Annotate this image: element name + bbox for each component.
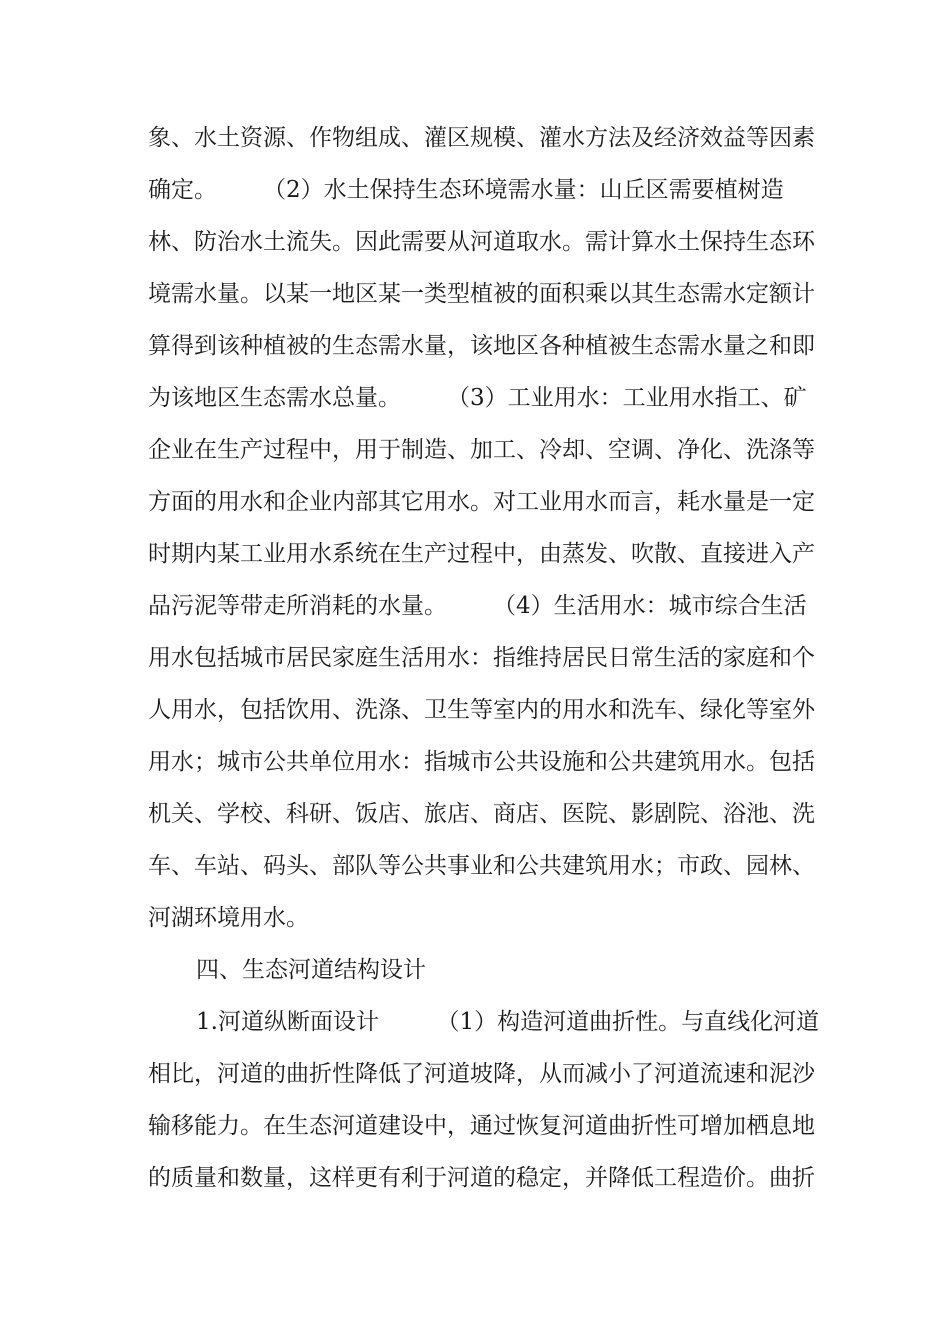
paragraph-line: 林、防治水土流失。因此需要从河道取水。需计算水土保持生态环 (148, 229, 815, 255)
paragraph-line: 用水包括城市居民家庭生活用水：指维持居民日常生活的家庭和个 (148, 645, 815, 671)
paragraph-line: 确定。 （2）水土保持生态环境需水量：山丘区需要植树造 (148, 177, 784, 203)
section-paragraph-line: 的质量和数量，这样更有利于河道的稳定，并降低工程造价。曲折 (148, 1165, 815, 1191)
paragraph-line: 用水；城市公共单位用水：指城市公共设施和公共建筑用水。包括 (148, 749, 815, 775)
section-paragraph-line: 1.河道纵断面设计 （1）构造河道曲折性。与直线化河道 (196, 1009, 820, 1035)
section-paragraph-line: 相比，河道的曲折性降低了河道坡降，从而减小了河道流速和泥沙 (148, 1061, 815, 1087)
paragraph-line: 算得到该种植被的生态需水量，该地区各种植被生态需水量之和即 (148, 333, 815, 359)
paragraph-line: 河湖环境用水。 (148, 905, 309, 931)
paragraph-line: 时期内某工业用水系统在生产过程中，由蒸发、吹散、直接进入产 (148, 541, 815, 567)
paragraph-line: 人用水，包括饮用、洗涤、卫生等室内的用水和洗车、绿化等室外 (148, 697, 815, 723)
paragraph-line: 境需水量。以某一地区某一类型植被的面积乘以其生态需水定额计 (148, 281, 815, 307)
section-paragraph-line: 输移能力。在生态河道建设中，通过恢复河道曲折性可增加栖息地 (148, 1113, 815, 1139)
section-heading: 四、生态河道结构设计 (196, 957, 426, 983)
paragraph-line: 车、车站、码头、部队等公共事业和公共建筑用水；市政、园林、 (148, 853, 815, 879)
paragraph-line: 品污泥等带走所消耗的水量。 （4）生活用水：城市综合生活 (148, 593, 807, 619)
paragraph-line: 为该地区生态需水总量。 （3）工业用水：工业用水指工、矿 (148, 385, 807, 411)
paragraph-line: 企业在生产过程中，用于制造、加工、冷却、空调、净化、洗涤等 (148, 437, 815, 463)
paragraph-line: 机关、学校、科研、饭店、旅店、商店、医院、影剧院、浴池、洗 (148, 801, 815, 827)
paragraph-line: 象、水土资源、作物组成、灌区规模、灌水方法及经济效益等因素 (148, 125, 815, 151)
paragraph-line: 方面的用水和企业内部其它用水。对工业用水而言，耗水量是一定 (148, 489, 815, 515)
